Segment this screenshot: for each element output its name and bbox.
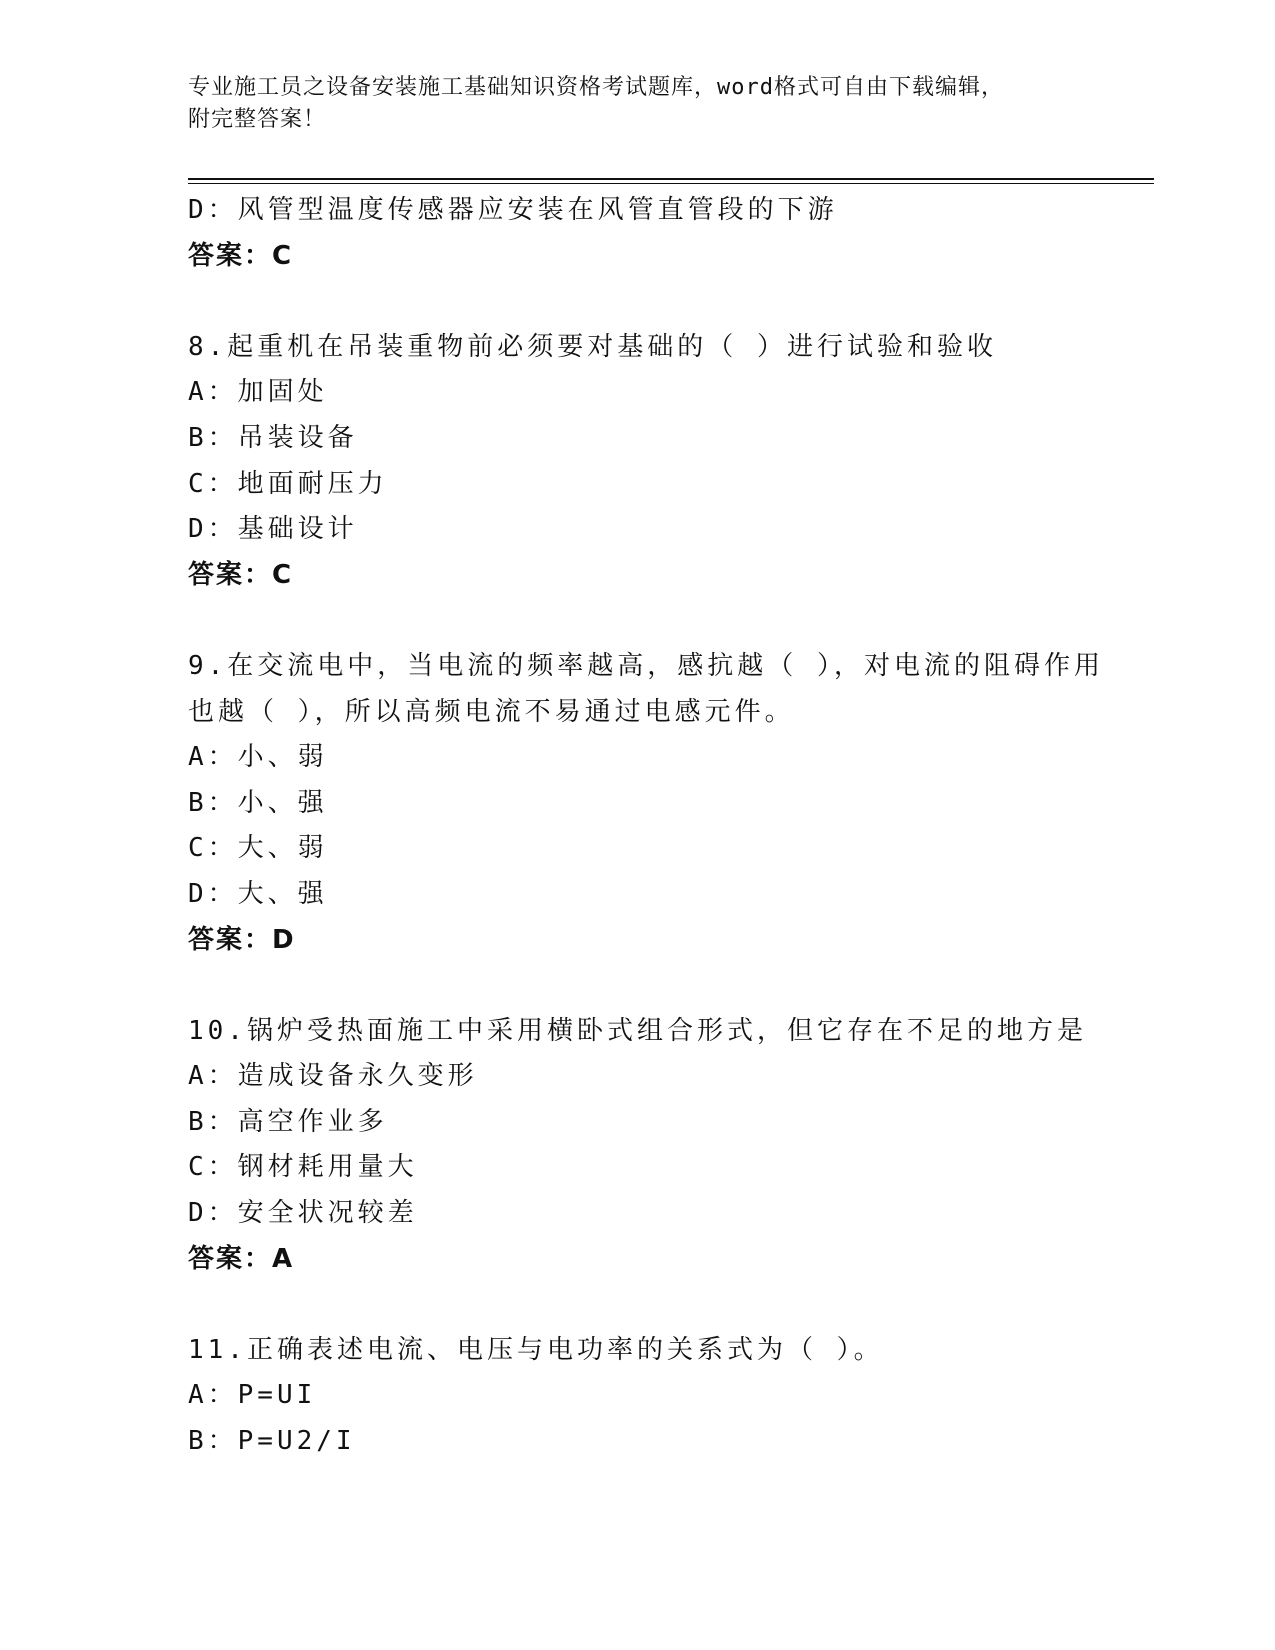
question-9-option-c: C：大、弱 [188,833,328,864]
question-9-stem-line-2: 也越（ ），所以高频电流不易通过电感元件。 [188,696,795,727]
question-8-option-b: B：吊装设备 [188,422,358,453]
question-10-stem: 10.锅炉受热面施工中采用横卧式组合形式，但它存在不足的地方是 [188,1015,1087,1046]
header-line-2: 附完整答案！ [188,107,327,132]
document-header [188,72,1068,136]
question-8-stem: 8.起重机在吊装重物前必须要对基础的（ ）进行试验和验收 [188,331,997,362]
spacer [188,963,1118,1009]
question-9-stem-line-1: 9.在交流电中，当电流的频率越高，感抗越（ ），对电流的阻碍作用 [188,650,1104,681]
question-10-answer: 答案：A [188,1243,295,1274]
question-10-option-c: C：钢材耗用量大 [188,1152,418,1183]
header-divider-thin [188,183,1154,184]
header-line-1: 专业施工员之设备安装施工基础知识资格考试题库，word格式可自由下载编辑， [188,75,1004,100]
question-10-option-a: A：造成设备永久变形 [188,1061,478,1092]
question-11-option-a: A：P=UI [188,1380,317,1411]
spacer [188,279,1118,325]
question-10-option-b: B：高空作业多 [188,1106,388,1137]
header-divider [188,178,1154,180]
question-8-option-d: D：基础设计 [188,514,358,545]
question-11-stem: 11.正确表述电流、电压与电功率的关系式为（ ）。 [188,1334,884,1365]
prev-answer: 答案：C [188,240,294,271]
question-9-answer: 答案：D [188,924,296,955]
prev-option-d: D：风管型温度传感器应安装在风管直管段的下游 [188,195,838,225]
question-9-option-d: D：大、强 [188,878,328,909]
question-9-option-b: B：小、强 [188,787,328,818]
question-11-option-b: B：P=U2/I [188,1426,356,1457]
spacer [188,1282,1118,1328]
question-8-answer: 答案：C [188,559,294,590]
question-list [188,188,1118,1465]
spacer [188,598,1118,644]
question-8-option-a: A：加固处 [188,377,328,408]
question-10-option-d: D：安全状况较差 [188,1198,418,1229]
question-8-option-c: C：地面耐压力 [188,468,388,499]
question-9-option-a: A：小、弱 [188,742,328,773]
